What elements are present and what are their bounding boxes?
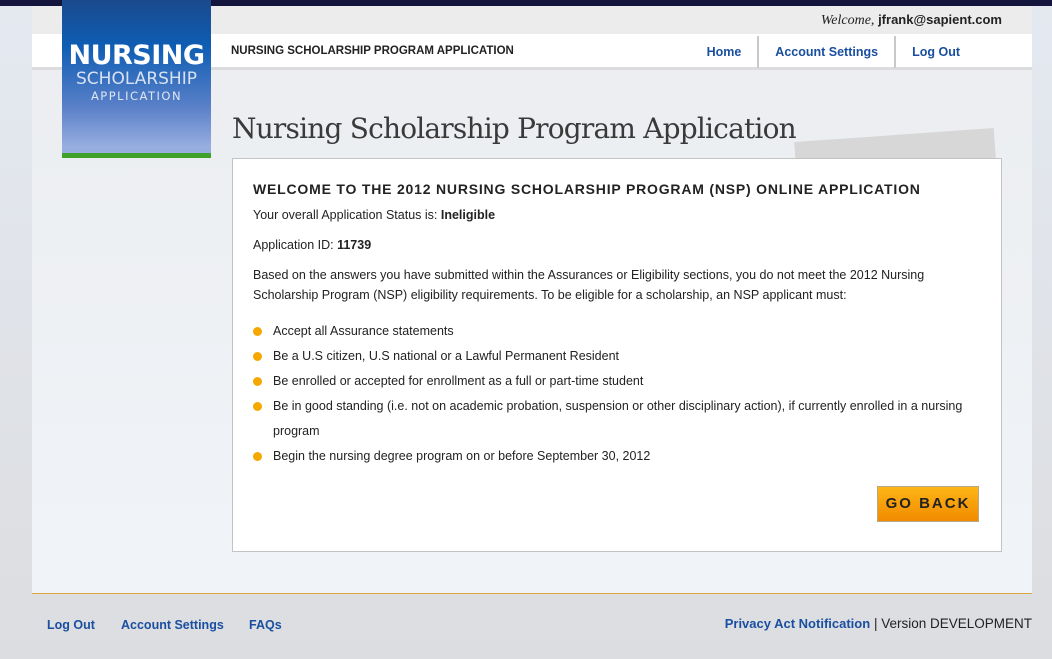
content-card xyxy=(232,158,1002,552)
list-item xyxy=(253,444,981,469)
bullet-icon xyxy=(253,377,262,386)
footer xyxy=(0,595,1052,659)
intro-text: Based on the answers you have submitted within the Assurances or Eligibility sections, you do not meet the 2012 Nursing Scholarship Program (NSP) eligibility requirements. To be eligible for a scholarship, an NSP applicant must: xyxy=(253,268,925,302)
bullet-icon xyxy=(253,452,262,461)
requirement-text: Accept all Assurance statements xyxy=(273,324,454,338)
logo-line1: NURSING xyxy=(68,40,205,71)
requirement-text: Be in good standing (i.e. not on academic probation, suspension or other disciplinary action), if currently enrolled in a nursing program xyxy=(273,399,963,438)
requirement-text: Be enrolled or accepted for enrollment as a full or part-time student xyxy=(273,374,644,388)
requirement-text: Begin the nursing degree program on or before September 30, 2012 xyxy=(273,449,651,463)
user-email: jfrank@sapient.com xyxy=(878,12,1002,27)
status-line xyxy=(253,205,981,225)
application-id-line xyxy=(253,235,981,255)
nav-account-settings[interactable]: Account Settings xyxy=(757,36,894,68)
logo-line3: APPLICATION xyxy=(90,89,183,103)
nav-home[interactable]: Home xyxy=(706,45,742,59)
card-heading: WELCOME TO THE 2012 NURSING SCHOLARSHIP PROGRAM (NSP) ONLINE APPLICATION xyxy=(253,181,921,197)
list-item xyxy=(253,344,981,369)
status-value: Ineligible xyxy=(440,208,496,222)
requirement-text: Be a U.S citizen, U.S national or a Lawful Permanent Resident xyxy=(273,349,620,363)
version-text: | Version DEVELOPMENT xyxy=(873,616,1032,631)
welcome-message xyxy=(821,12,1002,29)
page-title: Nursing Scholarship Program Application xyxy=(232,112,796,145)
requirements-list xyxy=(253,319,981,469)
footer-log-out[interactable]: Log Out xyxy=(47,618,95,632)
welcome-prefix: Welcome, xyxy=(820,13,875,28)
footer-faqs[interactable]: FAQs xyxy=(249,618,282,632)
bullet-icon xyxy=(253,327,262,336)
nav-links xyxy=(691,36,1032,68)
privacy-act-link[interactable]: Privacy Act Notification xyxy=(724,616,871,631)
list-item xyxy=(253,394,981,444)
bullet-icon xyxy=(253,402,262,411)
nav-log-out[interactable]: Log Out xyxy=(894,36,1032,68)
footer-right xyxy=(725,616,1032,631)
appid-label: Application ID: xyxy=(253,238,334,252)
list-item xyxy=(253,319,981,344)
appid-value: 11739 xyxy=(337,238,372,252)
go-back-button[interactable]: GO BACK xyxy=(877,486,979,522)
logo[interactable] xyxy=(62,0,211,158)
logo-line2: SCHOLARSHIP xyxy=(76,69,197,89)
nav-title: NURSING SCHOLARSHIP PROGRAM APPLICATION xyxy=(231,45,514,57)
list-item xyxy=(253,369,981,394)
bullet-icon xyxy=(253,352,262,361)
footer-account-settings[interactable]: Account Settings xyxy=(121,618,224,632)
status-label: Your overall Application Status is: xyxy=(253,208,438,222)
